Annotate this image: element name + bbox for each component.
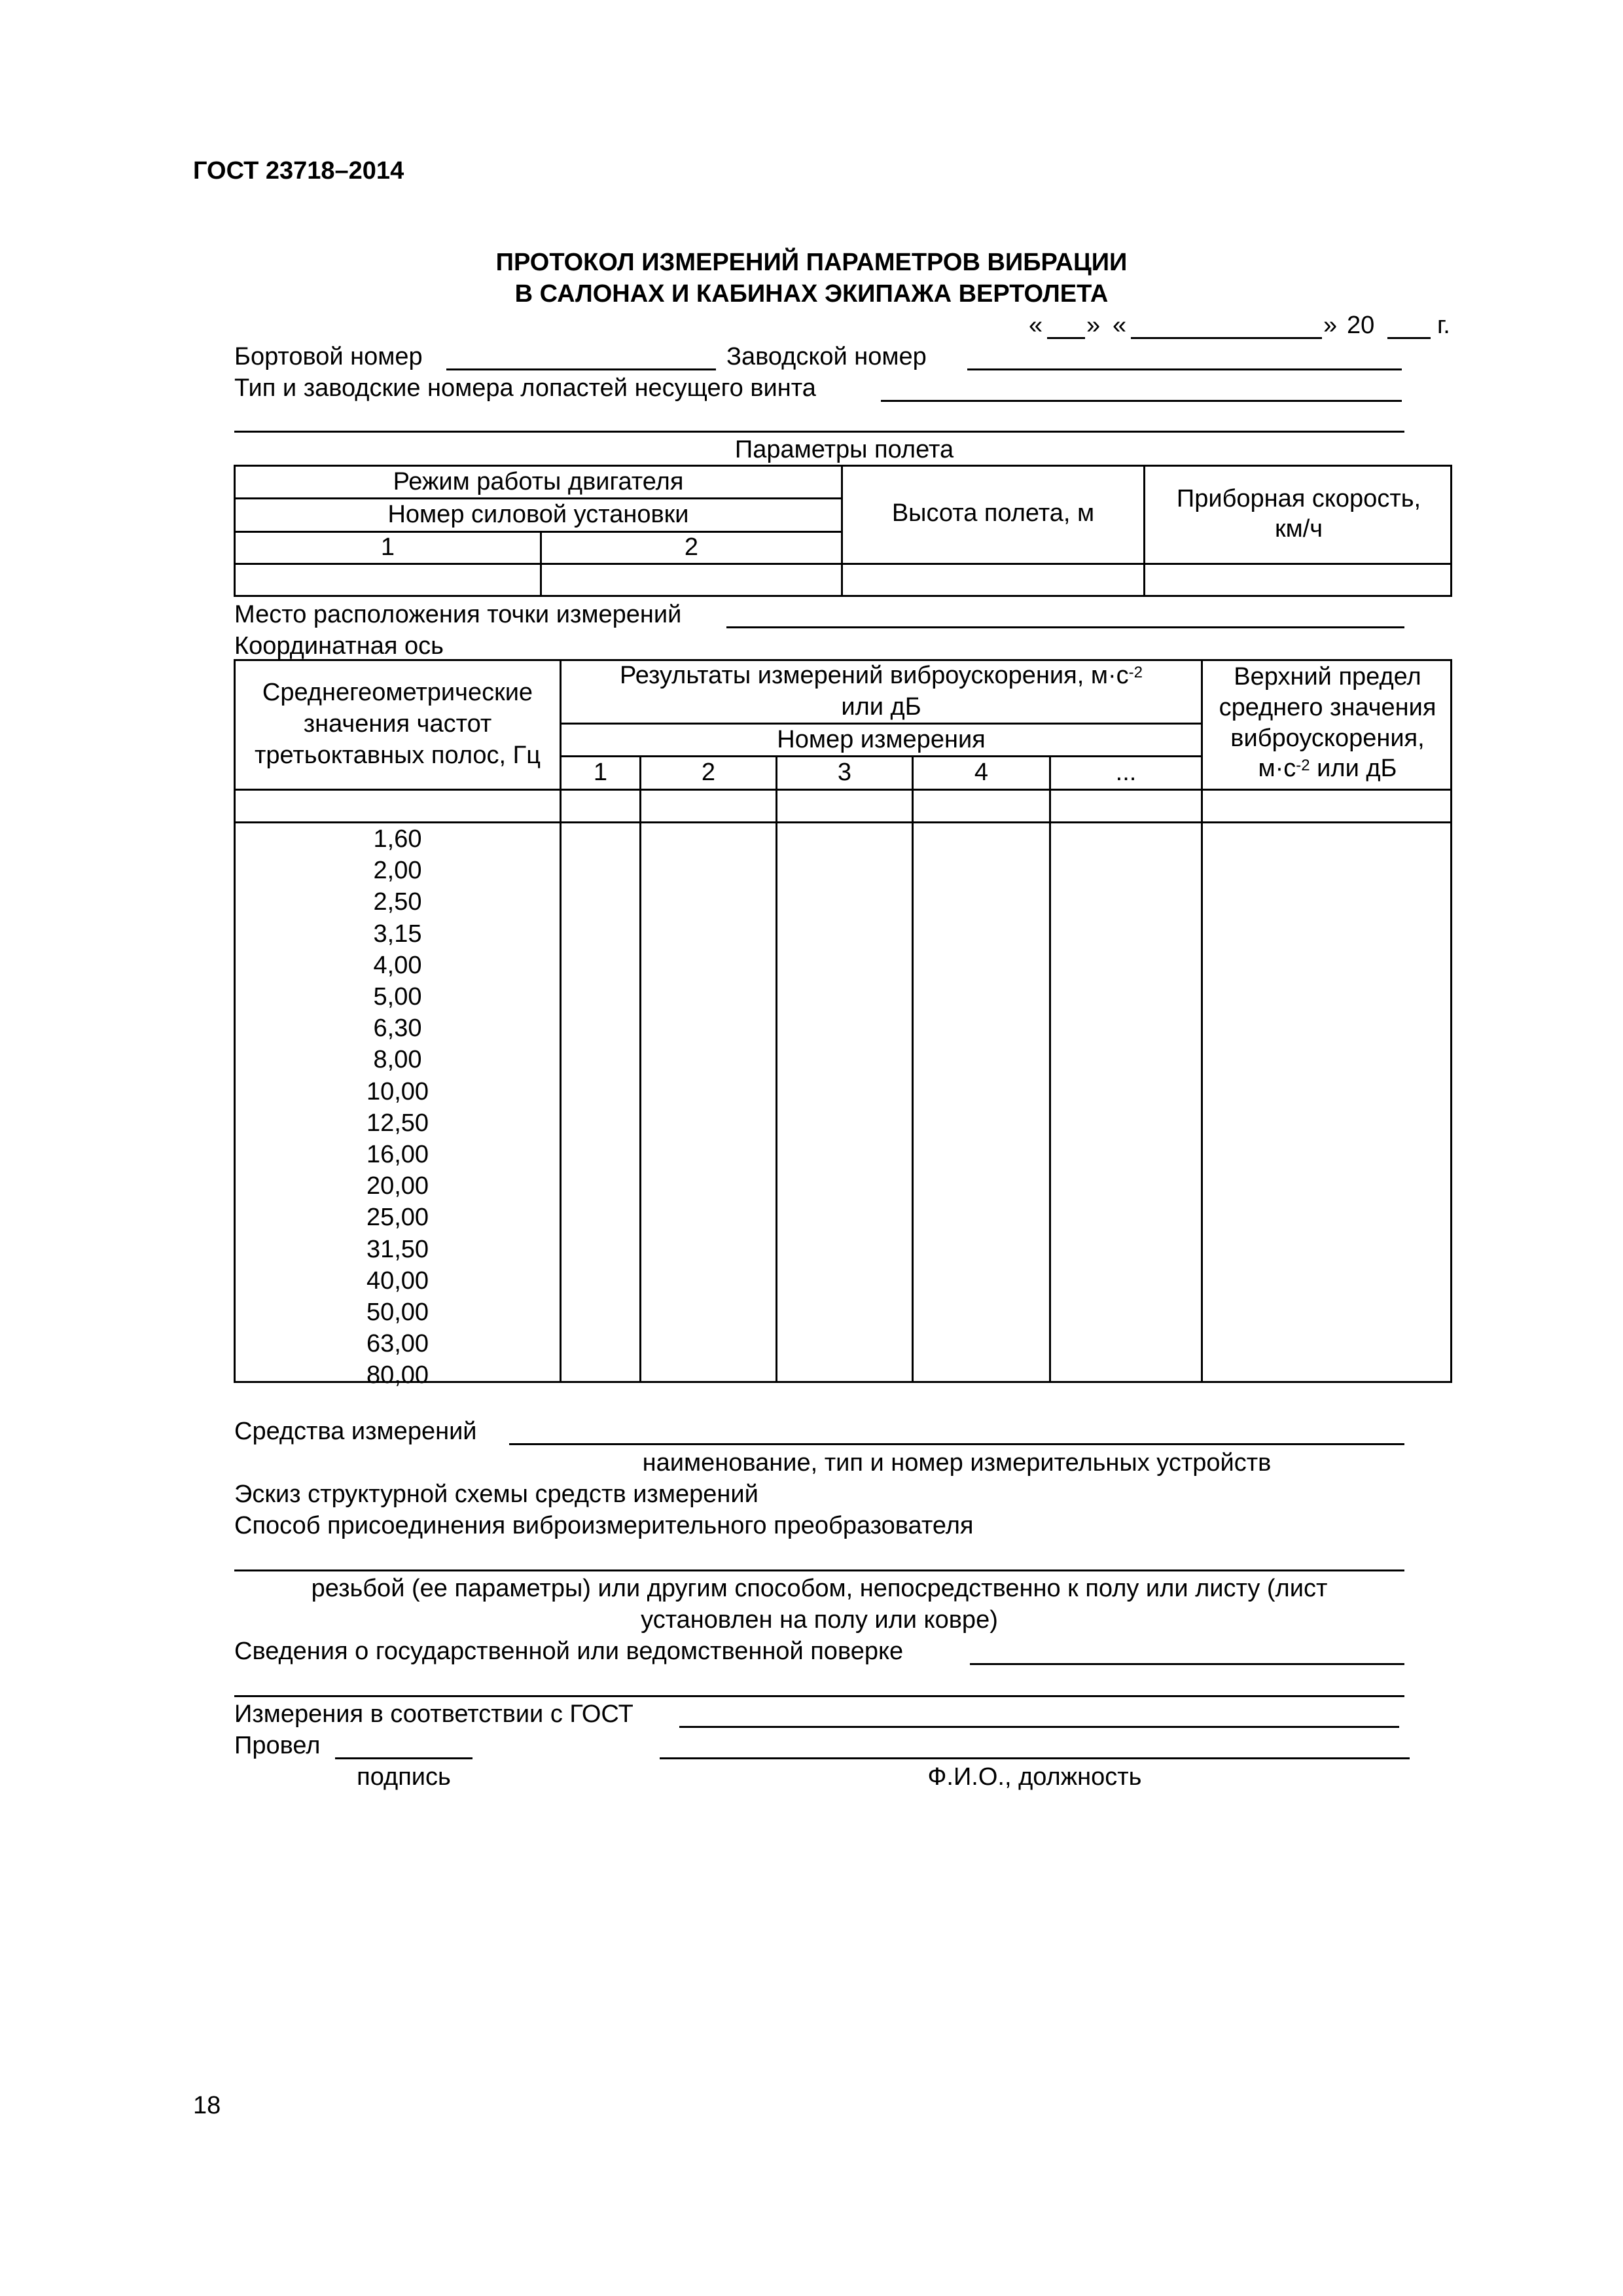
blades-blank-continuation[interactable] [234,431,1404,433]
frequency-value: 6,30 [373,1014,422,1043]
gost-blank[interactable] [679,1726,1399,1728]
name-position-blank[interactable] [660,1757,1410,1759]
mounting-label: Способ присоединения виброизмерительного преобразователя [234,1512,974,1539]
flight-params-caption: Параметры полета [734,436,954,463]
speed-header-line2: км/ч [1274,515,1323,543]
frequency-list [236,823,560,1391]
frequency-value: 16,00 [366,1141,429,1169]
verification-blank[interactable] [970,1663,1404,1665]
limit-unit-exponent: -2 [1296,757,1310,774]
sketch-label: Эскиз структурной схемы средств измерений [234,1480,758,1508]
location-blank[interactable] [726,626,1404,628]
frequency-value: 50,00 [366,1299,429,1327]
freq-header-line1: Среднегеометрические [262,679,533,706]
document-title-line1: ПРОТОКОЛ ИЗМЕРЕНИЙ ПАРАМЕТРОВ ВИБРАЦИИ [495,249,1128,276]
mounting-blank[interactable] [234,1570,1404,1571]
frequency-value: 25,00 [366,1204,429,1232]
frequency-value: 12,50 [366,1109,429,1137]
freq-header-line3: третьоктавных полос, Гц [254,742,541,769]
frequency-value: 2,00 [373,857,422,885]
limit-header-line2: среднего значения [1219,694,1436,721]
date-year-suffix: г. [1437,312,1450,339]
instruments-label: Средства измерений [234,1418,477,1445]
board-number-label: Бортовой номер [234,343,423,370]
frequency-value: 1,60 [373,825,422,853]
board-number-blank[interactable] [446,368,716,370]
measure-col-more: ... [1115,759,1137,786]
measure-col-2: 2 [701,759,716,786]
frequency-value: 8,00 [373,1046,422,1074]
frequency-value: 20,00 [366,1172,429,1200]
power-unit-header: Номер силовой установки [387,501,689,528]
conducted-label: Провел [234,1732,321,1759]
factory-number-blank[interactable] [967,368,1402,370]
measure-col-4: 4 [974,759,989,786]
frequency-value: 40,00 [366,1266,429,1295]
page-number: 18 [193,2092,221,2119]
measure-col-3: 3 [837,759,852,786]
limit-header-unit: $м\cdot с^{-2}$ или дБ [1258,755,1397,782]
date-open-quote-month: « [1113,312,1127,339]
date-year-prefix: 20 [1347,312,1375,339]
instruments-caption: наименование, тип и номер измерительных устройств [642,1449,1272,1477]
frequency-value: 63,00 [366,1330,429,1358]
mounting-caption-line1: резьбой (ее параметры) или другим способом, непосредственно к полу или листу (лист [311,1575,1328,1602]
measure-col-1: 1 [593,759,608,786]
instruments-blank[interactable] [509,1443,1404,1445]
measurement-number-header: Номер измерения [777,726,986,753]
verification-blank-continuation[interactable] [234,1695,1404,1697]
name-position-caption: Ф.И.О., должность [927,1763,1142,1791]
results-header-line2: или дБ [841,693,921,721]
frequency-value: 3,15 [373,920,422,948]
standard-code: ГОСТ 23718–2014 [193,157,404,185]
frequency-value: 31,50 [366,1235,429,1263]
axis-label: Координатная ось [234,632,444,660]
frequency-value: 10,00 [366,1077,429,1105]
date-close-quote-day: » [1086,312,1101,339]
speed-header-line1: Приборная скорость, [1176,485,1421,512]
frequency-value: 2,50 [373,888,422,916]
date-month-blank[interactable] [1131,337,1322,339]
mounting-caption-line2: установлен на полу или ковре) [641,1606,998,1634]
frequency-value: 80,00 [366,1361,429,1390]
power-unit-2: 2 [684,533,699,561]
blades-label: Тип и заводские номера лопастей несущего винта [234,374,816,402]
date-close-quote-month: » [1323,312,1338,339]
power-unit-1: 1 [380,533,395,561]
date-year-blank[interactable] [1387,337,1431,339]
limit-header-line1: Верхний предел [1234,663,1421,691]
location-label: Место расположения точки измерений [234,601,682,628]
document-title-line2: В САЛОНАХ И КАБИНАХ ЭКИПАЖА ВЕРТОЛЕТА [514,280,1109,308]
date-day-blank[interactable] [1047,337,1085,339]
signature-caption: подпись [357,1763,451,1791]
gost-label: Измерения в соответствии с ГОСТ [234,1700,633,1728]
verification-label: Сведения о государственной или ведомственной поверке [234,1638,904,1665]
altitude-header: Высота полета, м [891,499,1095,527]
frequency-value: 4,00 [373,951,422,979]
frequency-value: 5,00 [373,983,422,1011]
signature-blank[interactable] [335,1757,473,1759]
results-unit-exponent: -2 [1128,664,1143,681]
results-header-line1: Результаты измерений виброускорения, $м\cdot с^{-2}$ [620,662,1143,689]
blades-blank[interactable] [881,400,1402,402]
factory-number-label: Заводской номер [726,343,927,370]
limit-header-line3: виброускорения, [1230,725,1425,752]
date-open-quote-day: « [1029,312,1043,339]
engine-mode-header: Режим работы двигателя [393,468,684,495]
freq-header-line2: значения частот [303,710,492,738]
